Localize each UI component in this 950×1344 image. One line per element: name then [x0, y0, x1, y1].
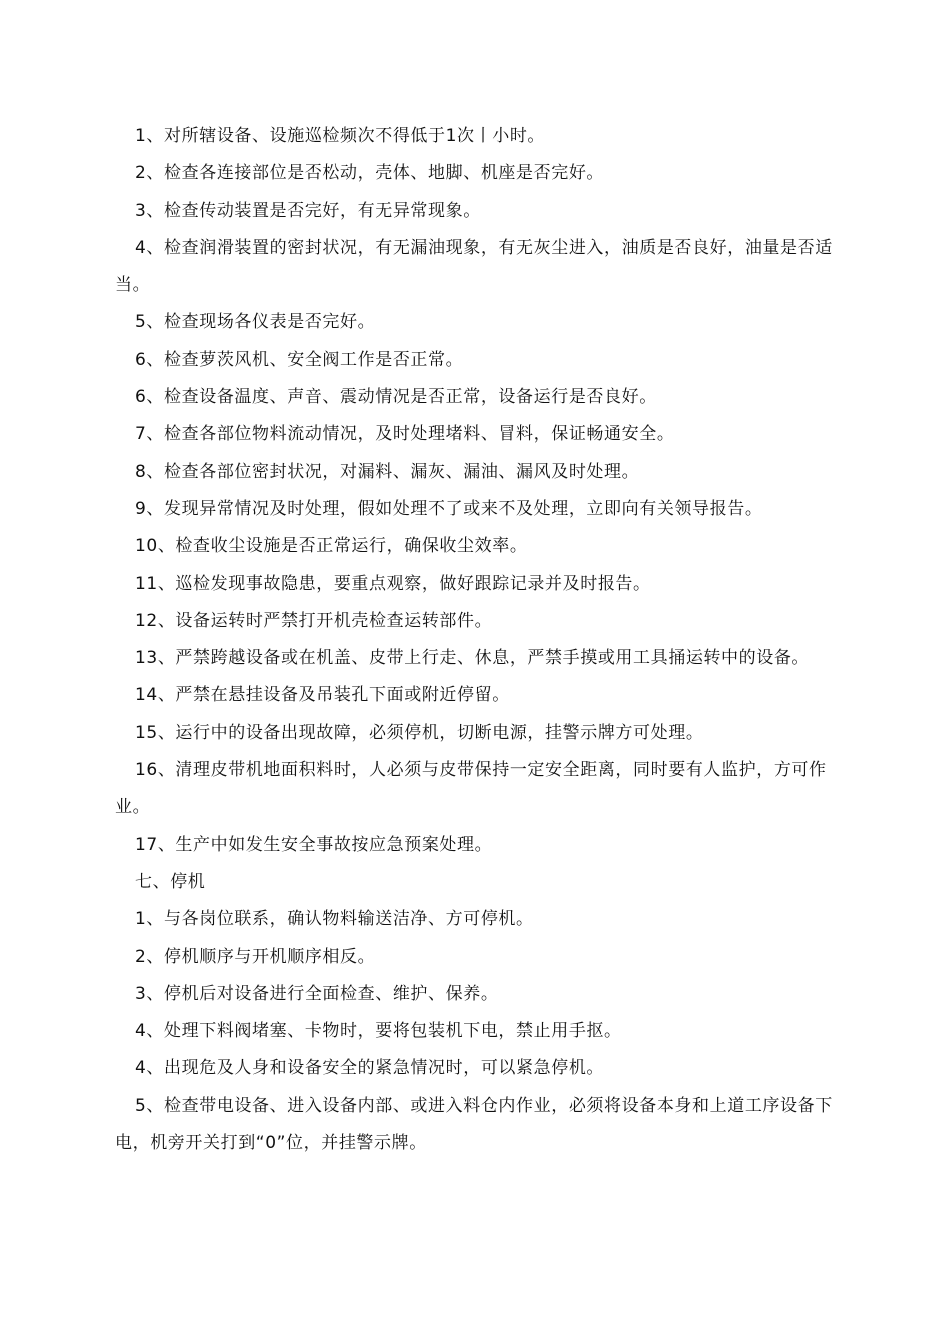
paragraph-power-off-lockout: 5、检查带电设备、进入设备内部、或进入料仓内作业，必须将设备本身和上道工序设备下电，机旁开关打到“0”位，并挂警示牌。 [115, 1095, 833, 1154]
paragraph-valve-blockage: 4、处理下料阀堵塞、卡物时，要将包装机下电，禁止用手抠。 [135, 1021, 622, 1042]
paragraph-belt-cleaning: 16、清理皮带机地面积料时，人必须与皮带保持一定安全距离，同时要有人监护，方可作业。 [115, 760, 827, 818]
paragraph-temperature-check: 6、检查设备温度、声音、震动情况是否正常，设备运行是否良好。 [135, 387, 657, 408]
paragraph-no-standing-under: 14、严禁在悬挂设备及吊装孔下面或附近停留。 [135, 685, 510, 706]
paragraph-no-opening-casing: 12、设备运转时严禁打开机壳检查运转部件。 [135, 610, 493, 631]
paragraph-hazard-tracking: 11、巡检发现事故隐患，要重点观察，做好跟踪记录并及时报告。 [135, 573, 651, 594]
paragraph-inspection-frequency: 1、对所辖设备、设施巡检频次不得低于1次丨小时。 [135, 126, 546, 146]
paragraph-emergency-plan: 17、生产中如发生安全事故按应急预案处理。 [135, 834, 493, 855]
paragraph-material-flow-check: 7、检查各部位物料流动情况，及时处理堵料、冒料，保证畅通安全。 [135, 424, 675, 445]
paragraph-shutdown-contact: 1、与各岗位联系，确认物料输送洁净、方可停机。 [135, 909, 534, 930]
paragraph-emergency-stop: 4、出现危及人身和设备安全的紧急情况时，可以紧急停机。 [135, 1058, 605, 1079]
paragraph-instrument-check: 5、检查现场各仪表是否完好。 [135, 312, 376, 333]
paragraph-fault-handling: 15、运行中的设备出现故障，必须停机，切断电源，挂警示牌方可处理。 [135, 722, 704, 743]
paragraph-shutdown-order: 2、停机顺序与开机顺序相反。 [135, 946, 376, 967]
paragraph-lubrication-check: 4、检查润滑装置的密封状况，有无漏油现象，有无灰尘进入，油质是否良好，油量是否适当。 [115, 237, 833, 296]
paragraph-fan-valve-check: 6、检查萝茨风机、安全阀工作是否正常。 [135, 349, 464, 370]
paragraph-transmission-check: 3、检查传动装置是否完好，有无异常现象。 [135, 200, 481, 221]
paragraph-connection-check: 2、检查各连接部位是否松动，壳体、地脚、机座是否完好。 [135, 163, 605, 184]
document-body [115, 118, 837, 1162]
paragraph-abnormal-handling: 9、发现异常情况及时处理，假如处理不了或来不及处理，立即向有关领导报告。 [135, 498, 763, 519]
paragraph-dust-collection: 10、检查收尘设施是否正常运行，确保收尘效率。 [135, 536, 528, 557]
paragraph-post-shutdown-maintenance: 3、停机后对设备进行全面检查、维护、保养。 [135, 983, 499, 1004]
section-heading-shutdown: 七、停机 [135, 871, 206, 892]
paragraph-seal-check: 8、检查各部位密封状况，对漏料、漏灰、漏油、漏风及时处理。 [135, 461, 640, 482]
paragraph-no-crossing: 13、严禁跨越设备或在机盖、皮带上行走、休息，严禁手摸或用工具捅运转中的设备。 [135, 648, 810, 669]
